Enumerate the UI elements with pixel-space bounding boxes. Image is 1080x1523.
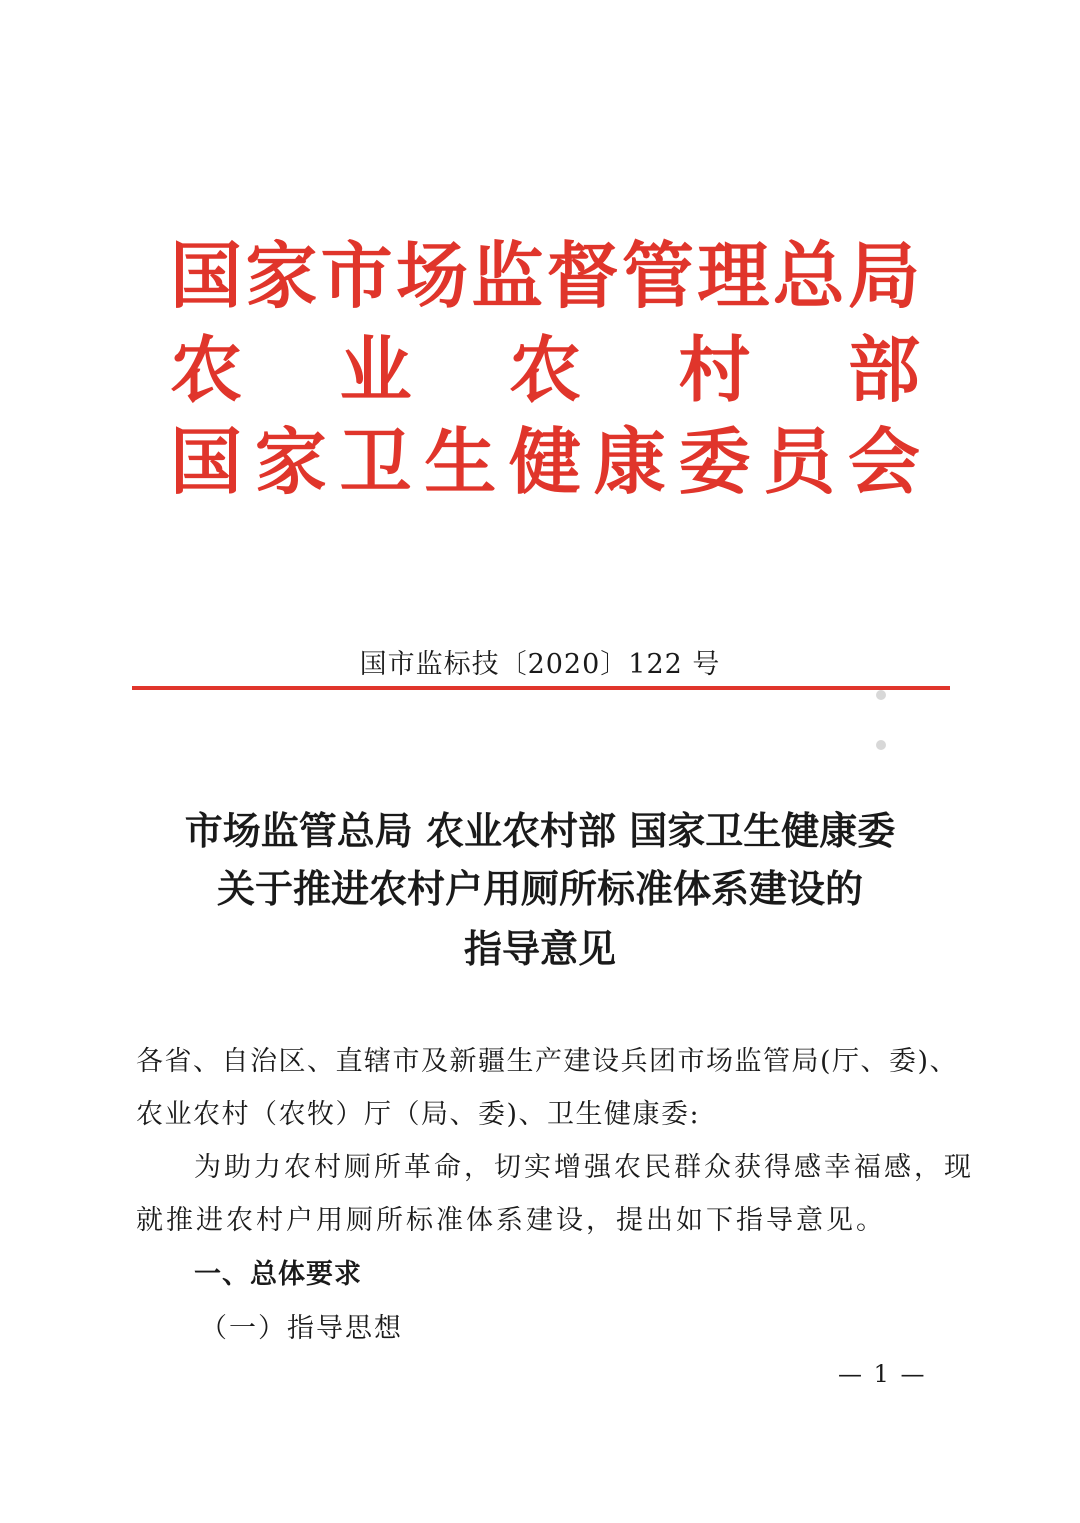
issuer-char: 生 xyxy=(424,419,497,504)
issuer-char: 市 xyxy=(320,233,393,318)
issuer-char: 国 xyxy=(170,233,243,318)
issuer-char: 农 xyxy=(508,327,581,412)
scan-dot xyxy=(876,740,886,750)
document-title-line1: 市场监管总局 农业农村部 国家卫生健康委 xyxy=(184,808,896,853)
intro-line1: 为助力农村厕所革命，切实增强农民群众获得感幸福感，现 xyxy=(194,1152,974,1183)
recipients-line1: 各省、自治区、直辖市及新疆生产建设兵团市场监管局(厅、委)、 xyxy=(136,1046,959,1077)
scan-dot xyxy=(876,690,886,700)
issuer-char: 部 xyxy=(847,327,920,412)
page-number: — 1 — xyxy=(838,1360,927,1388)
issuer-char: 督 xyxy=(546,233,619,318)
issuer-char: 卫 xyxy=(339,419,412,504)
issuer-line-health xyxy=(170,419,920,504)
issuer-char: 国 xyxy=(170,419,243,504)
issuer-char: 村 xyxy=(678,327,751,412)
document-title-line2: 关于推进农村户用厕所标准体系建设的 xyxy=(216,866,863,911)
issuer-char: 家 xyxy=(254,419,327,504)
issuer-char: 员 xyxy=(763,419,836,504)
document-number: 国市监标技〔2020〕122 号 xyxy=(359,649,721,680)
issuer-line-market-regulation xyxy=(170,233,920,318)
issuer-char: 总 xyxy=(772,233,845,318)
red-divider xyxy=(132,686,950,690)
issuer-line-agriculture xyxy=(170,327,920,412)
subsection-heading: （一）指导思想 xyxy=(200,1313,403,1344)
issuer-char: 局 xyxy=(847,233,920,318)
issuer-char: 家 xyxy=(245,233,318,318)
issuer-char: 管 xyxy=(621,233,694,318)
issuer-char: 健 xyxy=(508,419,581,504)
issuer-char: 会 xyxy=(847,419,920,504)
issuer-char: 康 xyxy=(593,419,666,504)
recipients-line2: 农业农村（农牧）厅（局、委)、卫生健康委: xyxy=(136,1099,701,1130)
document-title-line3: 指导意见 xyxy=(463,926,616,971)
issuer-char: 委 xyxy=(678,419,751,504)
issuer-char: 场 xyxy=(395,233,468,318)
issuer-char: 业 xyxy=(339,327,412,412)
section-heading: 一、总体要求 xyxy=(194,1259,362,1290)
issuer-char: 农 xyxy=(170,327,243,412)
intro-line2: 就推进农村户用厕所标准体系建设，提出如下指导意见。 xyxy=(136,1205,886,1236)
issuer-char: 监 xyxy=(471,233,544,318)
issuer-char: 理 xyxy=(697,233,770,318)
